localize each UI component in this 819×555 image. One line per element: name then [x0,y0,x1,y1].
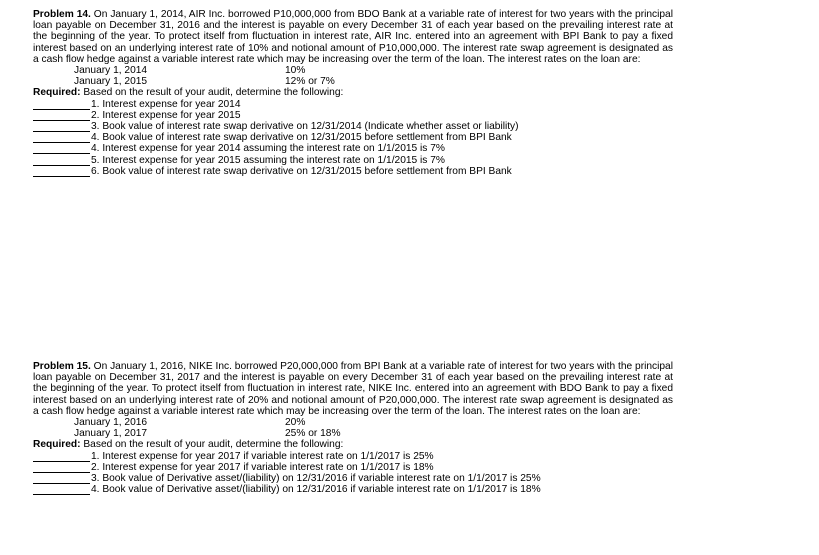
item-text: 2. Interest expense for year 2015 [91,109,241,121]
list-item [33,451,673,462]
list-item [33,484,673,495]
problem-15-paragraph [33,361,673,417]
list-item [33,121,673,132]
item-text: 4. Interest expense for year 2014 assuming the interest rate on 1/1/2015 is 7% [91,143,445,155]
rate-value: 12% or 7% [285,76,335,88]
answer-blank[interactable] [33,143,90,154]
item-text: 5. Interest expense for year 2015 assuming the interest rate on 1/1/2015 is 7% [91,154,445,166]
list-item [33,110,673,121]
problem-14-text: On January 1, 2014, AIR Inc. borrowed P10,000,000 from BDO Bank at a variable rate of interest for two years with the principal loan payable on December 31, 2016 and the interest is payable on every December 31 of each year based on the prevailing interest rate at the beginning of the year. To protect itself from fluctuation in interest rate, AIR Inc. entered into an agreement with BPI Bank to pay a fixed interest based on an underlying interest rate of 10% and notional amount of P10,000,000. The interest rate swap agreement is designated as a cash flow hedge against a variable interest rate which may be increasing over the term of the loan. The interest rates on the loan are: [33,9,673,65]
rate-date: January 1, 2016 [74,417,148,429]
rate-value: 20% [285,417,306,429]
problem-15 [33,361,673,495]
item-text: 2. Interest expense for year 2017 if variable interest rate on 1/1/2017 is 18% [91,461,434,473]
answer-blank[interactable] [33,451,90,462]
list-item [33,462,673,473]
problem-14-heading: Problem 14. [33,9,91,20]
required-label: Required: [33,87,81,99]
rate-row [33,428,673,439]
list-item [33,143,673,154]
rate-value: 25% or 18% [285,428,341,440]
problem-14-paragraph [33,9,673,65]
problem-14-required [33,87,673,98]
item-text: 4. Book value of Derivative asset/(liability) on 12/31/2016 if variable interest rate on 1/1/2017 is 18% [91,484,541,496]
rate-row [33,76,673,87]
answer-blank[interactable] [33,132,90,143]
list-item [33,166,673,177]
required-text: Based on the result of your audit, determine the following: [83,439,344,451]
rate-date: January 1, 2017 [74,428,148,440]
problem-15-items [33,451,673,496]
answer-blank[interactable] [33,473,90,484]
answer-blank[interactable] [33,166,90,177]
answer-blank[interactable] [33,110,90,121]
rate-date: January 1, 2014 [74,65,148,77]
problem-15-required [33,439,673,450]
required-label: Required: [33,439,81,451]
answer-blank[interactable] [33,121,90,132]
item-text: 3. Book value of interest rate swap derivative on 12/31/2014 (Indicate whether asset or liability) [91,121,519,133]
list-item [33,99,673,110]
problem-15-heading: Problem 15. [33,361,91,372]
list-item [33,132,673,143]
item-text: 6. Book value of interest rate swap derivative on 12/31/2015 before settlement from BPI Bank [91,165,512,177]
problem-15-rates [33,417,673,439]
answer-blank[interactable] [33,155,90,166]
rate-row [33,417,673,428]
item-text: 1. Interest expense for year 2014 [91,98,241,110]
item-text: 3. Book value of Derivative asset/(liability) on 12/31/2016 if variable interest rate on 1/1/2017 is 25% [91,473,541,485]
rate-date: January 1, 2015 [74,76,148,88]
problem-15-text: On January 1, 2016, NIKE Inc. borrowed P20,000,000 from BPI Bank at a variable rate of interest for two years with the principal loan payable on December 31, 2017 and the interest is payable on every December 31 of each year based on the prevailing interest rate at the beginning of the year. To protect itself from fluctuation in interest rate, NIKE Inc. entered into an agreement with BDO Bank to pay a fixed interest based on an underlying interest rate of 20% and notional amount of P20,000,000. The interest rate swap agreement is designated as a cash flow hedge against a variable interest rate which may be increasing over the term of the loan. The interest rates on the loan are: [33,361,673,417]
problem-14-rates [33,65,673,87]
answer-blank[interactable] [33,99,90,110]
list-item [33,155,673,166]
item-text: 4. Book value of interest rate swap derivative on 12/31/2015 before settlement from BPI Bank [91,132,512,144]
required-text: Based on the result of your audit, determine the following: [83,87,344,99]
rate-value: 10% [285,65,306,77]
answer-blank[interactable] [33,462,90,473]
problem-14 [33,9,673,177]
rate-row [33,65,673,76]
problem-14-items [33,99,673,177]
item-text: 1. Interest expense for year 2017 if variable interest rate on 1/1/2017 is 25% [91,450,434,462]
list-item [33,473,673,484]
answer-blank[interactable] [33,484,90,495]
